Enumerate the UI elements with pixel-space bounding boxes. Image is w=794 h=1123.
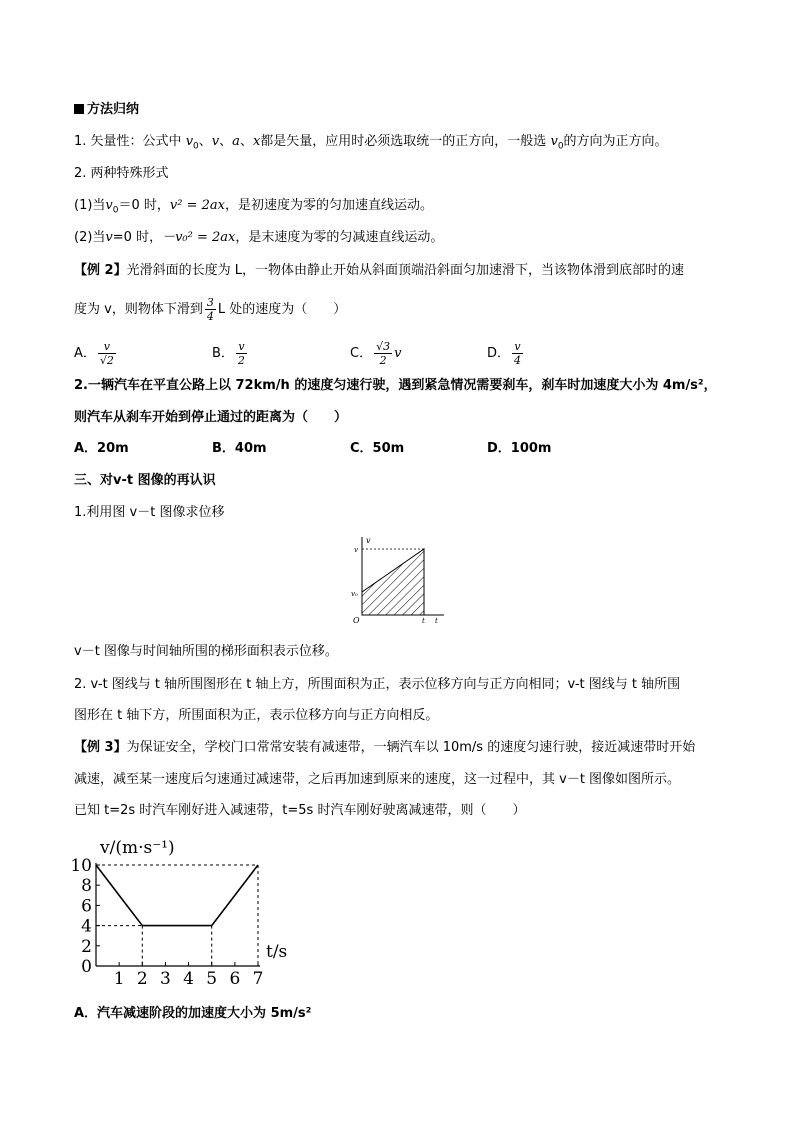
fig1-origin: O	[353, 616, 360, 625]
p3-v0-sub: 0	[112, 205, 119, 216]
paragraph-sign-line1: 2. v-t 图线与 t 轴所围图形在 t 轴上方，所围面积为正，表示位移方向与正方向相同；v-t 图线与 t 轴所围	[74, 677, 681, 692]
p3-mid: ＝0 时，	[118, 198, 170, 213]
example2-line2	[74, 296, 346, 323]
black-square-icon	[74, 104, 84, 114]
option-tail: v	[394, 346, 402, 361]
option-label: D．	[487, 346, 511, 361]
velocity-line	[96, 865, 258, 926]
p1-a: a	[232, 134, 240, 149]
frac-num: v	[512, 340, 523, 354]
frac-den: 4	[206, 310, 214, 323]
y-tick-label: 2	[81, 936, 92, 957]
question2-option-b[interactable]: B．40m	[212, 441, 267, 456]
method-heading	[74, 101, 139, 119]
y-tick-label: 6	[81, 896, 92, 917]
p1-v0-sub: 0	[193, 141, 199, 152]
example2-text1: 光滑斜面的长度为 L，一物体由静止开始从斜面顶端沿斜面匀加速滑下，当该物体滑到底部时的速	[126, 263, 684, 278]
paragraph-case2	[74, 229, 443, 247]
chart-xlabel: t/s	[266, 942, 288, 962]
y-tick-label: 4	[81, 916, 92, 937]
p3-v0: v	[105, 198, 113, 213]
paragraph-two-forms: 2. 两种特殊形式	[74, 166, 169, 181]
example2-option-d[interactable]	[487, 340, 525, 367]
fig1-v-tick: v	[354, 546, 358, 554]
example2-text2a: 度为 v，则物体下滑到	[74, 302, 203, 317]
p1-sep1: 、	[198, 134, 212, 149]
x-tick-label: 2	[136, 969, 148, 989]
example2-text2b: L 处的速度为（ ）	[217, 302, 347, 317]
frac-den: 4	[514, 354, 522, 367]
question2-line2: 则汽车从刹车开始到停止通过的距离为（ ）	[74, 410, 348, 425]
chart-axes	[96, 863, 260, 966]
p1-v: v	[211, 134, 220, 149]
question2-option-c[interactable]: C．50m	[350, 441, 405, 456]
p4-v: v	[105, 230, 113, 245]
frac-den: 2	[379, 354, 387, 367]
example3-line1	[74, 739, 695, 757]
y-tick-label: 0	[81, 957, 92, 977]
paragraph-area-displacement: v－t 图像与时间轴所围的梯形面积表示位移。	[74, 644, 338, 659]
frac-den: √2	[99, 354, 114, 367]
paragraph-case1	[74, 197, 433, 220]
example2-label: 【例 2】	[74, 263, 127, 278]
option-fraction	[512, 340, 523, 367]
fig1-v-axis-label: v	[366, 536, 371, 545]
option-label: B．	[212, 346, 234, 361]
trapezoid-area	[362, 549, 424, 615]
fig1-v0-tick: v₀	[351, 590, 358, 598]
question2-option-d[interactable]: D．100m	[487, 441, 552, 456]
x-tick-label: 5	[206, 969, 218, 989]
example2-option-b[interactable]	[212, 340, 249, 367]
p4-mid: =0 时，	[112, 230, 163, 245]
p1-prefix: 1. 矢量性：公式中	[74, 134, 182, 149]
example3-line3: 已知 t=2s 时汽车刚好进入减速带，t=5s 时汽车刚好驶离减速带，则（ ）	[74, 803, 526, 818]
frac-num: √3	[376, 340, 391, 353]
x-tick-label: 6	[229, 969, 241, 989]
p4-formula: －v₀² = 2ax	[162, 230, 236, 245]
y-tick-label: 8	[81, 876, 92, 897]
method-heading-text: 方法归纳	[87, 102, 140, 117]
p4-suffix: ，是末速度为零的匀减速直线运动。	[235, 230, 444, 245]
vt-chart	[70, 833, 300, 993]
frac-num: 3	[206, 296, 214, 309]
example2-option-c[interactable]	[350, 340, 401, 367]
p1-x: x	[252, 134, 261, 149]
fig1-t-axis-label: t	[435, 617, 438, 625]
option-fraction	[236, 340, 247, 367]
p4-prefix: (2)当	[74, 230, 106, 245]
p1-sep3: 、	[239, 134, 253, 149]
section3-heading: 三、对v-t 图像的再认识	[74, 473, 216, 488]
option-fraction	[374, 340, 392, 367]
paragraph-sign-line2: 图形在 t 轴下方，所围面积为正，表示位移方向与正方向相反。	[74, 708, 439, 723]
x-tick-label: 1	[113, 969, 125, 989]
p1-sep2: 、	[219, 134, 233, 149]
example2-line1	[74, 262, 684, 280]
p1-suffix: 的方向为正方向。	[563, 134, 668, 149]
y-tick-label: 10	[70, 856, 92, 876]
p3-prefix: (1)当	[74, 198, 106, 213]
frac-num: v	[98, 340, 116, 354]
p1-v0b: v	[550, 134, 558, 149]
p1-v0: v	[185, 134, 194, 149]
option-fraction	[98, 340, 116, 367]
example3-option-a[interactable]: A．汽车减速阶段的加速度大小为 5m/s²	[74, 1006, 312, 1021]
chart-ylabel: v/(m·s⁻¹)	[100, 838, 175, 858]
question2-line1: 2.一辆汽车在平直公路上以 72km/h 的速度匀速行驶，遇到紧急情况需要刹车，刹车时加速度大小为 4m/s²，	[74, 378, 717, 393]
x-tick-label: 3	[160, 969, 171, 989]
trapezoid-vt-figure	[340, 533, 450, 625]
example2-option-a[interactable]	[74, 340, 118, 367]
option-label: C．	[350, 346, 373, 361]
example3-label: 【例 3】	[74, 740, 127, 755]
example3-text1: 为保证安全，学校门口常常安装有减速带，一辆汽车以 10m/s 的速度匀速行驶，接近减速带时开始	[126, 740, 696, 755]
fig1-t-tick: t	[422, 617, 425, 625]
p1-middle: 都是矢量，应用时必须选取统一的正方向，一般选	[260, 134, 547, 149]
paragraph-vector	[74, 133, 668, 156]
p3-formula: v² = 2ax	[169, 198, 225, 213]
frac-den: 2	[237, 354, 245, 367]
frac-num: v	[236, 340, 247, 354]
fraction-three-quarters	[205, 296, 216, 323]
chart-series	[96, 865, 258, 926]
question2-option-a[interactable]: A．20m	[74, 441, 129, 456]
p1-v0b-sub: 0	[557, 141, 564, 152]
option-label: A．	[74, 346, 96, 361]
chart-guides	[96, 865, 258, 966]
paragraph-use-graph: 1.利用图 v－t 图像求位移	[74, 505, 225, 520]
p3-suffix: ，是初速度为零的匀加速直线运动。	[225, 198, 434, 213]
example3-line2: 减速，减至某一速度后匀速通过减速带，之后再加速到原来的速度，这一过程中，其 v－t 图像如图所示。	[74, 772, 681, 787]
x-tick-label: 7	[252, 969, 264, 989]
x-tick-label: 4	[183, 969, 194, 989]
